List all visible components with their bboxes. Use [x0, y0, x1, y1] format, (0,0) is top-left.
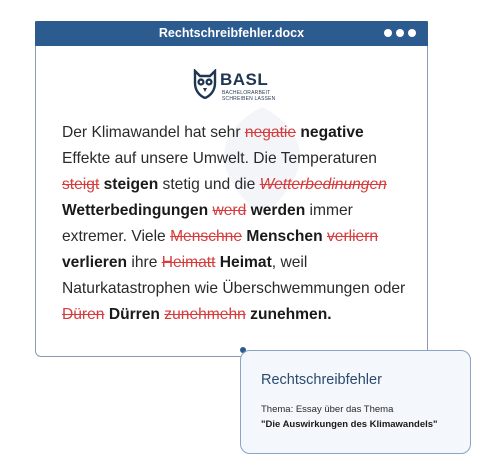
corrected-word: steigen: [103, 176, 159, 193]
menu-dot-icon: [408, 29, 416, 37]
brand-logo: [192, 69, 282, 103]
text-segment: stetig und die: [158, 176, 260, 193]
corrected-word: verlieren: [62, 254, 128, 271]
misspelled-word: Düren: [62, 306, 105, 323]
essay-paragraph: [62, 120, 407, 328]
misspelled-word: werd: [212, 202, 247, 219]
corrected-word: Menschen: [246, 228, 323, 245]
corrected-word: zunehmen.: [250, 306, 332, 323]
text-segment: , weil Naturkatastrophen wie Überschwemmungen oder: [62, 254, 406, 297]
logo-tagline-line: BACHELORARBEIT: [222, 90, 271, 96]
menu-dot-icon: [396, 29, 404, 37]
annotation-card: [240, 350, 471, 454]
window-title: Rechtschreibfehler.docx: [158, 26, 305, 40]
menu-dot-icon: [384, 29, 392, 37]
logo-tagline: [222, 90, 276, 102]
misspelled-word: verliern: [326, 228, 379, 245]
window-titlebar: [35, 21, 428, 46]
text-segment: Der Klimawandel hat sehr: [62, 124, 245, 141]
text-segment: Effekte auf unsere Umwelt. Die Temperaturen: [62, 150, 377, 167]
corrected-word: werden: [250, 202, 306, 219]
window-menu-button[interactable]: [384, 29, 416, 37]
logo-tagline-line: SCHREIBEN LASSEN: [222, 96, 276, 102]
misspelled-word: Heimatt: [161, 254, 216, 271]
card-title: Rechtschreibfehler: [261, 372, 382, 388]
card-subtitle: Thema: Essay über das Thema: [261, 404, 394, 415]
text-segment: immer extremer. Viele: [62, 202, 353, 245]
corrected-word: negative: [300, 124, 364, 141]
misspelled-word: zunehmehn: [164, 306, 246, 323]
text-segment: ihre: [127, 254, 162, 271]
card-topic: "Die Auswirkungen des Klimawandels": [261, 419, 438, 430]
corrected-word: Wetterbedingungen: [62, 202, 209, 219]
misspelled-word: Menschne: [170, 228, 243, 245]
corrected-word: Heimat: [219, 254, 272, 271]
owl-logo-icon: [192, 69, 218, 99]
misspelled-word: Wetterbedinungen: [259, 176, 387, 193]
document-window: [35, 21, 428, 357]
misspelled-word: negatie: [244, 124, 297, 141]
logo-wordmark: BASL: [220, 70, 269, 89]
corrected-word: Dürren: [108, 306, 160, 323]
misspelled-word: steigt: [62, 176, 100, 193]
